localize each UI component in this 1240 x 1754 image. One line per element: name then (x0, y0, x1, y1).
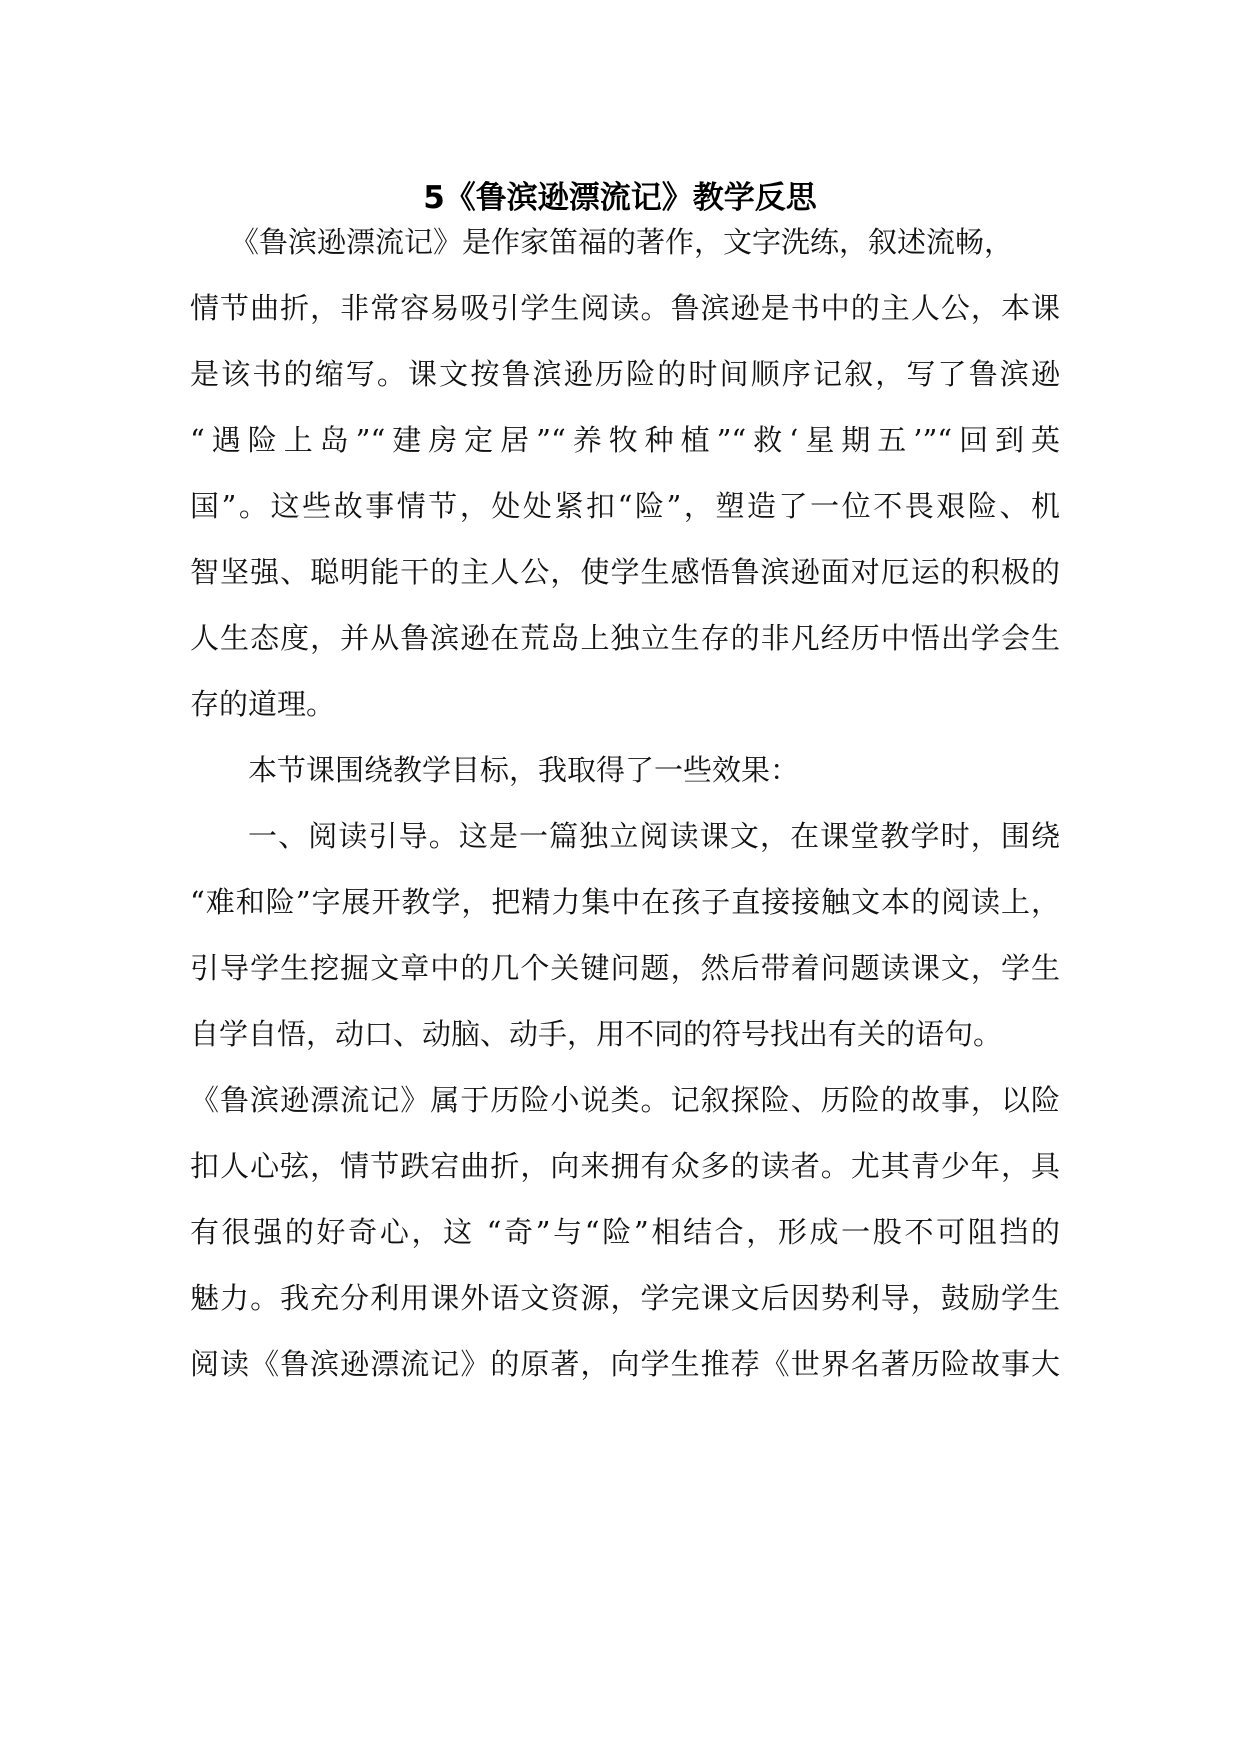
paragraph-line: 存的道理。 (190, 687, 336, 721)
paragraph-line: 扣人心弦，情节跌宕曲折，向来拥有众多的读者。尤其青少年，具 (190, 1149, 1060, 1183)
paragraph-line: 《鲁滨逊漂流记》属于历险小说类。记叙探险、历险的故事，以险 (190, 1083, 1060, 1117)
paragraph-line: 魅力。我充分利用课外语文资源，学完课文后因势利导，鼓励学生 (190, 1281, 1060, 1315)
paragraph-line: 是该书的缩写。课文按鲁滨逊历险的时间顺序记叙，写了鲁滨逊 (190, 357, 1060, 391)
paragraph-line: 阅读《鲁滨逊漂流记》的原著，向学生推荐《世界名著历险故事大 (190, 1347, 1060, 1381)
paragraph-line: 《鲁滨逊漂流记》是作家笛福的著作，文字洗练，叙述流畅， (230, 225, 1014, 259)
paragraph-line: 人生态度，并从鲁滨逊在荒岛上独立生存的非凡经历中悟出学会生 (190, 621, 1060, 655)
paragraph-line: 本节课围绕教学目标，我取得了一些效果： (248, 753, 800, 787)
paragraph-line: 自学自悟，动口、动脑、动手，用不同的符号找出有关的语句。 (190, 1017, 1003, 1051)
paragraph-line: 引导学生挖掘文章中的几个关键问题，然后带着问题读课文，学生 (190, 951, 1060, 985)
paragraph-line: 一、阅读引导。这是一篇独立阅读课文，在课堂教学时，围绕 (248, 819, 1060, 853)
paragraph-line: 有很强的好奇心，这 “奇”与“险”相结合，形成一股不可阻挡的 (190, 1215, 1060, 1249)
paragraph-line: “遇险上岛”“建房定居”“养牧种植”“救‘星期五’”“回到英 (190, 423, 1060, 457)
paragraph-line: 国”。这些故事情节，处处紧扣“险”，塑造了一位不畏艰险、机 (190, 489, 1060, 523)
paragraph-line: 智坚强、聪明能干的主人公，使学生感悟鲁滨逊面对厄运的积极的 (190, 555, 1060, 589)
paragraph-line: 情节曲折，非常容易吸引学生阅读。鲁滨逊是书中的主人公，本课 (190, 291, 1060, 325)
document-title: 5《鲁滨逊漂流记》教学反思 (423, 180, 817, 216)
paragraph-line: “难和险”字展开教学，把精力集中在孩子直接接触文本的阅读上， (190, 885, 1060, 919)
